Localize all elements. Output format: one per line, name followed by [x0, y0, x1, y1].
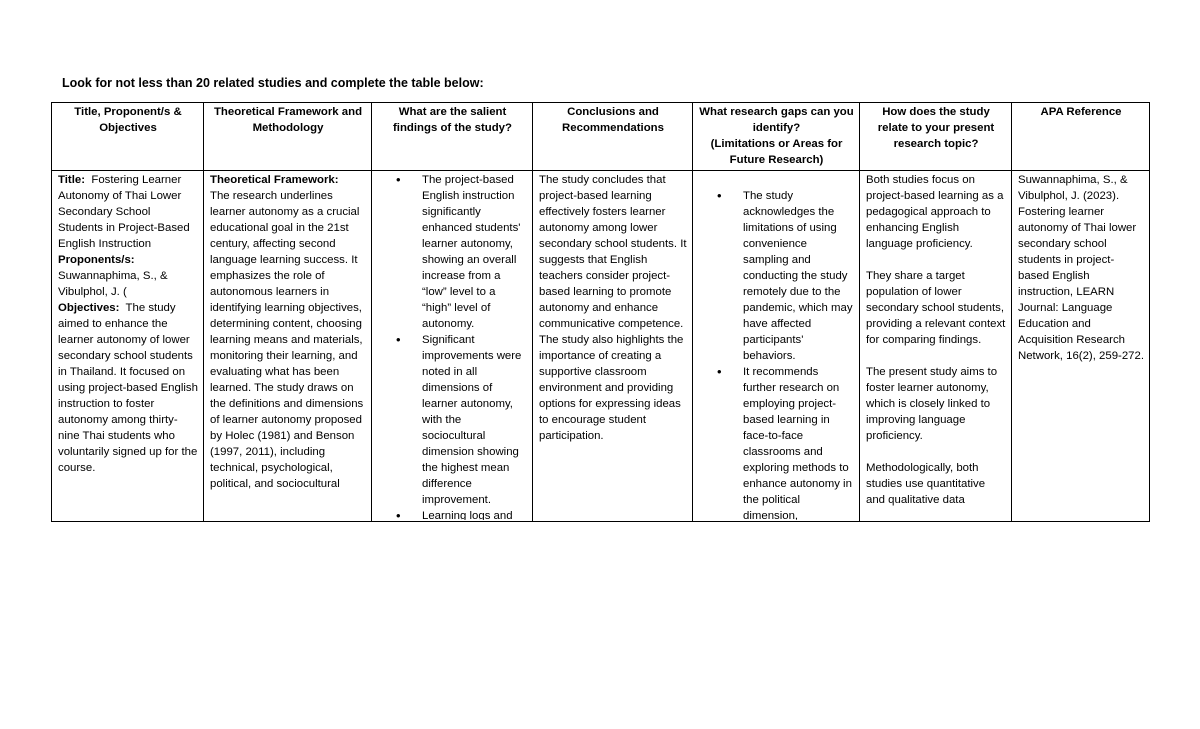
cell-apa-reference — [1012, 171, 1150, 522]
findings-list — [378, 172, 527, 520]
relation-paragraph: Methodologically, both studies use quantitative and qualitative data — [866, 462, 986, 506]
relation-paragraph: Both studies focus on project-based learning as a pedagogical approach to enhancing English language proficiency. — [866, 174, 1004, 250]
related-studies-table — [51, 102, 1150, 522]
framework-value: The research underlines learner autonomy as a crucial educational goal in the 21st century, affecting second language learning success. It emphasizes the role of autonomous learners in identifying learning objectives, determining content, choosing learning means and materials, monitoring their learning, and evaluating what has been learned. The study draws on the definitions and dimensions of learner autonomy proposed by Holec (1981) and Benson (1997, 2011), including technical, psychological, political, and sociocultural — [210, 190, 364, 490]
relation-paragraph: They share a target population of lower secondary school students, providing a relevant context for comparing findings. — [866, 270, 1006, 346]
cell-relation-to-topic — [860, 171, 1012, 522]
header-framework-methodology: Theoretical Framework and Methodology — [204, 103, 372, 171]
cell-title-proponents-objectives — [52, 171, 204, 522]
title-label: Title: — [58, 174, 86, 186]
table-row — [52, 171, 1150, 522]
header-title-proponents-objectives: Title, Proponent/s & Objectives — [52, 103, 204, 171]
cell-framework-methodology — [204, 171, 372, 522]
objectives-label: Objectives: — [58, 302, 120, 314]
list-item: • Learning logs and — [378, 508, 527, 520]
header-row — [52, 103, 1150, 171]
header-conclusions-recommendations: Conclusions and Recommendations — [533, 103, 693, 171]
cell-conclusions-recommendations — [533, 171, 693, 522]
list-item: • It recommends further research on employing project-based learning in face-to-face classrooms and exploring methods to enhance autonomy in the political dimension, — [699, 364, 854, 520]
proponents-label: Proponents/s: — [58, 254, 135, 266]
header-research-gaps — [693, 103, 860, 171]
header-relation-to-topic: How does the study relate to your present research topic? — [860, 103, 1012, 171]
list-item: • The study acknowledges the limitations of using convenience sampling and conducting the study remotely due to the pandemic, which may have affected participants' behaviors. — [699, 188, 854, 364]
header-salient-findings: What are the salient findings of the study? — [372, 103, 533, 171]
header-apa-reference: APA Reference — [1012, 103, 1150, 171]
conclusions-text: The study concludes that project-based learning effectively fosters learner autonomy among lower secondary school students. It suggests that English teachers consider project-based learning to promote autonomy and enhance communicative competence. The study also highlights the importance of creating a supportive classroom environment and providing options for expressing ideas to encourage student participation. — [539, 174, 687, 442]
cell-salient-findings — [372, 171, 533, 522]
objectives-value: The study aimed to enhance the learner autonomy of lower secondary school students in Thailand. It focused on using project-based English instruction to foster autonomy among thirty-nine Thai students who voluntarily signed up for the course. — [58, 302, 198, 474]
gaps-list — [699, 188, 854, 520]
relation-paragraph: The present study aims to foster learner autonomy, which is closely linked to improving language proficiency. — [866, 366, 998, 442]
instruction-text: Look for not less than 20 related studies and complete the table below: — [62, 76, 484, 90]
header-research-gaps-question: What research gaps can you identify? — [699, 106, 854, 134]
proponents-value: Suwannaphima, S., & Vibulphol, J. ( — [58, 270, 168, 298]
header-research-gaps-note: (Limitations or Areas for Future Research) — [710, 138, 843, 166]
list-item: • The project-based English instruction significantly enhanced students' learner autonomy, showing an overall increase from a “low” level to a “high” level of autonomy. — [378, 172, 527, 332]
framework-label: Theoretical Framework: — [210, 174, 339, 186]
list-item: • Significant improvements were noted in all dimensions of learner autonomy, with the sociocultural dimension showing the highest mean difference improvement. — [378, 332, 527, 508]
cell-research-gaps — [693, 171, 860, 522]
study-title: Fostering Learner Autonomy of Thai Lower Secondary School Students in Project-Based English Instruction — [58, 174, 190, 250]
apa-reference-text: Suwannaphima, S., & Vibulphol, J. (2023). Fostering learner autonomy of Thai lower secondary school students in project-based English instruction, LEARN Journal: Language Education and Acquisition Research Network, 16(2), 259-272. — [1018, 174, 1144, 362]
